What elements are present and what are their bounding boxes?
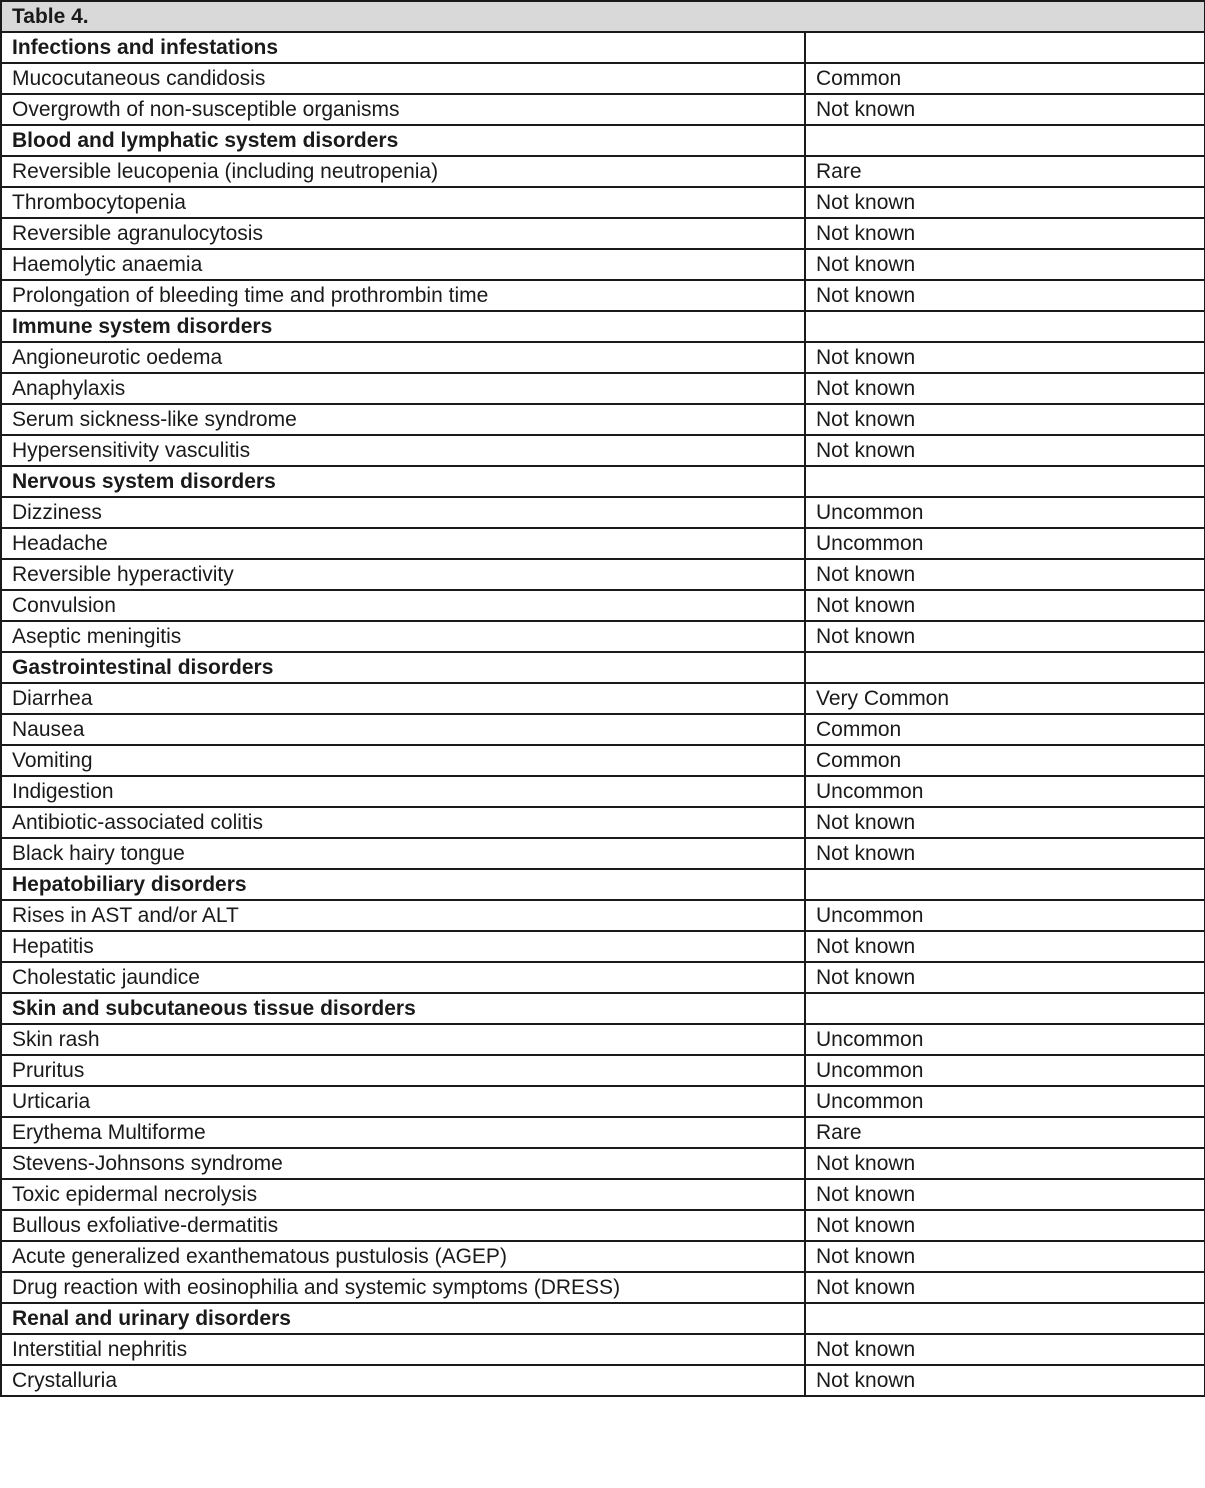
adverse-reaction-term: Hepatitis [1, 931, 805, 962]
frequency-cell: Not known [805, 1334, 1205, 1365]
frequency-cell: Not known [805, 404, 1205, 435]
frequency-cell: Not known [805, 559, 1205, 590]
table-row [1, 1024, 1205, 1055]
table-row [1, 714, 1205, 745]
category-name: Immune system disorders [1, 311, 805, 342]
frequency-cell: Not known [805, 621, 1205, 652]
table-row [1, 1117, 1205, 1148]
adverse-reaction-term: Serum sickness-like syndrome [1, 404, 805, 435]
table-row [1, 373, 1205, 404]
table-row [1, 528, 1205, 559]
category-row [1, 32, 1205, 63]
category-name: Infections and infestations [1, 32, 805, 63]
frequency-cell: Not known [805, 590, 1205, 621]
table-body [1, 32, 1205, 1396]
table-row [1, 342, 1205, 373]
adverse-reaction-term: Headache [1, 528, 805, 559]
frequency-cell: Very Common [805, 683, 1205, 714]
adverse-reaction-term: Skin rash [1, 1024, 805, 1055]
table-row [1, 745, 1205, 776]
adverse-reaction-term: Toxic epidermal necrolysis [1, 1179, 805, 1210]
table-row [1, 1365, 1205, 1396]
category-name: Skin and subcutaneous tissue disorders [1, 993, 805, 1024]
frequency-cell: Uncommon [805, 776, 1205, 807]
table-title: Table 4. [1, 1, 1205, 32]
table-row [1, 280, 1205, 311]
category-name: Nervous system disorders [1, 466, 805, 497]
table-row [1, 249, 1205, 280]
adverse-reaction-term: Rises in AST and/or ALT [1, 900, 805, 931]
adverse-reaction-term: Convulsion [1, 590, 805, 621]
frequency-cell: Not known [805, 962, 1205, 993]
frequency-cell: Not known [805, 435, 1205, 466]
table-row [1, 1210, 1205, 1241]
adverse-reaction-term: Prolongation of bleeding time and prothrombin time [1, 280, 805, 311]
table-row [1, 838, 1205, 869]
category-row [1, 869, 1205, 900]
frequency-cell [805, 466, 1205, 497]
frequency-cell [805, 311, 1205, 342]
frequency-cell: Not known [805, 1148, 1205, 1179]
table-row [1, 1179, 1205, 1210]
frequency-cell: Not known [805, 280, 1205, 311]
table-row [1, 559, 1205, 590]
adverse-reaction-term: Reversible hyperactivity [1, 559, 805, 590]
adverse-reaction-term: Antibiotic-associated colitis [1, 807, 805, 838]
table-row [1, 776, 1205, 807]
adverse-reaction-term: Aseptic meningitis [1, 621, 805, 652]
table-row [1, 94, 1205, 125]
frequency-cell: Not known [805, 373, 1205, 404]
category-name: Blood and lymphatic system disorders [1, 125, 805, 156]
adverse-reaction-term: Acute generalized exanthematous pustulosis (AGEP) [1, 1241, 805, 1272]
frequency-cell: Not known [805, 94, 1205, 125]
adverse-reaction-term: Anaphylaxis [1, 373, 805, 404]
adverse-reaction-term: Urticaria [1, 1086, 805, 1117]
frequency-cell [805, 1303, 1205, 1334]
table-row [1, 1148, 1205, 1179]
frequency-cell: Not known [805, 1272, 1205, 1303]
frequency-cell: Uncommon [805, 497, 1205, 528]
frequency-cell [805, 869, 1205, 900]
category-row [1, 125, 1205, 156]
adverse-reaction-term: Vomiting [1, 745, 805, 776]
category-name: Renal and urinary disorders [1, 1303, 805, 1334]
adverse-reaction-term: Erythema Multiforme [1, 1117, 805, 1148]
table-row [1, 435, 1205, 466]
frequency-cell: Not known [805, 1210, 1205, 1241]
adverse-reaction-term: Dizziness [1, 497, 805, 528]
adverse-reaction-term: Mucocutaneous candidosis [1, 63, 805, 94]
frequency-cell: Uncommon [805, 900, 1205, 931]
adverse-reaction-term: Crystalluria [1, 1365, 805, 1396]
frequency-cell: Common [805, 745, 1205, 776]
category-row [1, 311, 1205, 342]
frequency-cell: Not known [805, 1365, 1205, 1396]
table-row [1, 63, 1205, 94]
frequency-cell: Not known [805, 187, 1205, 218]
category-row [1, 652, 1205, 683]
table-row [1, 621, 1205, 652]
adverse-reaction-term: Thrombocytopenia [1, 187, 805, 218]
frequency-cell [805, 125, 1205, 156]
frequency-cell [805, 993, 1205, 1024]
table-row [1, 1241, 1205, 1272]
table-row [1, 1086, 1205, 1117]
adverse-reaction-term: Angioneurotic oedema [1, 342, 805, 373]
frequency-cell: Not known [805, 1179, 1205, 1210]
frequency-cell: Common [805, 63, 1205, 94]
table-row [1, 187, 1205, 218]
frequency-cell: Rare [805, 156, 1205, 187]
adverse-reaction-term: Diarrhea [1, 683, 805, 714]
table-row [1, 962, 1205, 993]
table-row [1, 807, 1205, 838]
table-row [1, 404, 1205, 435]
category-row [1, 466, 1205, 497]
adverse-reaction-term: Interstitial nephritis [1, 1334, 805, 1365]
table-row [1, 683, 1205, 714]
adverse-reaction-term: Drug reaction with eosinophilia and systemic symptoms (DRESS) [1, 1272, 805, 1303]
frequency-cell: Uncommon [805, 1086, 1205, 1117]
frequency-cell: Not known [805, 1241, 1205, 1272]
frequency-cell: Uncommon [805, 1055, 1205, 1086]
table-row [1, 1055, 1205, 1086]
frequency-cell [805, 652, 1205, 683]
frequency-cell: Not known [805, 218, 1205, 249]
table-row [1, 1334, 1205, 1365]
table-row [1, 218, 1205, 249]
frequency-cell: Not known [805, 838, 1205, 869]
adverse-reaction-term: Cholestatic jaundice [1, 962, 805, 993]
adverse-reaction-term: Reversible agranulocytosis [1, 218, 805, 249]
adverse-reaction-term: Hypersensitivity vasculitis [1, 435, 805, 466]
adverse-reaction-term: Stevens-Johnsons syndrome [1, 1148, 805, 1179]
adverse-reaction-term: Haemolytic anaemia [1, 249, 805, 280]
adverse-reaction-term: Nausea [1, 714, 805, 745]
adverse-reaction-term: Black hairy tongue [1, 838, 805, 869]
adverse-reaction-term: Overgrowth of non-susceptible organisms [1, 94, 805, 125]
frequency-cell: Not known [805, 931, 1205, 962]
adverse-reaction-term: Reversible leucopenia (including neutropenia) [1, 156, 805, 187]
category-name: Gastrointestinal disorders [1, 652, 805, 683]
frequency-cell [805, 32, 1205, 63]
table-row [1, 1272, 1205, 1303]
frequency-cell: Uncommon [805, 1024, 1205, 1055]
frequency-cell: Uncommon [805, 528, 1205, 559]
category-name: Hepatobiliary disorders [1, 869, 805, 900]
adverse-reaction-term: Indigestion [1, 776, 805, 807]
category-row [1, 993, 1205, 1024]
table-row [1, 497, 1205, 528]
table-row [1, 156, 1205, 187]
table-row [1, 900, 1205, 931]
frequency-cell: Not known [805, 249, 1205, 280]
table-row [1, 590, 1205, 621]
table-title-row [1, 1, 1205, 32]
frequency-cell: Not known [805, 342, 1205, 373]
frequency-cell: Rare [805, 1117, 1205, 1148]
frequency-cell: Common [805, 714, 1205, 745]
table-row [1, 931, 1205, 962]
frequency-cell: Not known [805, 807, 1205, 838]
adverse-reaction-term: Bullous exfoliative-dermatitis [1, 1210, 805, 1241]
category-row [1, 1303, 1205, 1334]
adverse-reaction-term: Pruritus [1, 1055, 805, 1086]
